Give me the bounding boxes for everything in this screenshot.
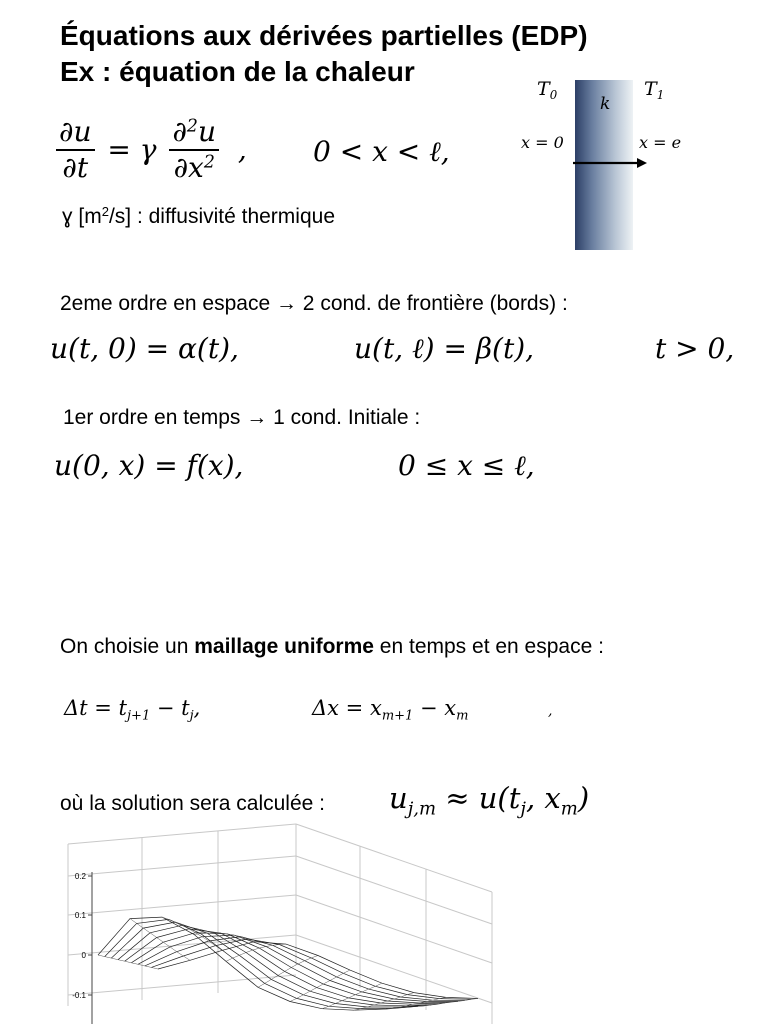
x-axis-arrow: [573, 157, 653, 169]
initial-condition-text: 1er ordre en temps → 1 cond. Initiale :: [63, 406, 421, 429]
surface-profile-line: [145, 937, 465, 1001]
dx2-denominator: $\partial x^2$: [173, 151, 215, 184]
equals-gamma: = γ: [107, 133, 157, 166]
du-numerator: ∂u: [56, 118, 95, 151]
solution-text: où la solution sera calculée :: [60, 792, 325, 815]
initial-eq: u(0, x) = f(x),: [54, 449, 244, 482]
boundary-eq-right: u(t, ℓ) = β(t),: [354, 332, 535, 365]
d2u-numerator: ∂$^2$u: [169, 118, 219, 151]
space-step-eq: $\Delta x = x_{m+1} - x_m$: [312, 696, 469, 724]
z-tick-label: 0: [81, 951, 86, 960]
boundary-conditions-text: 2eme ordre en espace → 2 cond. de frontière (bords) :: [60, 292, 568, 315]
heat-eq-comma: ,: [237, 133, 247, 166]
plot-frame: [68, 824, 492, 1024]
surface-plot: [30, 810, 505, 1024]
time-step-eq: $\Delta t = t_{j+1} - t_j$,: [64, 696, 201, 724]
conductivity-k: k: [600, 94, 611, 114]
surface-mesh: [98, 917, 478, 1010]
mesh-bold-term: maillage uniforme: [194, 635, 374, 658]
initial-domain: 0 ≤ x ≤ ℓ,: [398, 449, 535, 482]
z-tick-label: 0.1: [74, 911, 86, 920]
temperature-t0: $T_0$: [537, 78, 558, 103]
heat-equation: [52, 115, 247, 184]
position-x0: x = 0: [521, 133, 564, 152]
dt-denominator: ∂t: [62, 151, 89, 184]
slide-title-line2: Ex : équation de la chaleur: [60, 56, 415, 87]
diffusivity-unit: $[m^2/s]$ : diffusivité thermique: [78, 203, 336, 228]
diffusivity-label: [62, 203, 336, 228]
z-tick-label: -0.1: [72, 991, 86, 1000]
z-axis: [88, 872, 92, 1024]
temperature-t1: $T_1$: [644, 78, 665, 103]
spatial-domain: 0 < x < ℓ,: [313, 135, 450, 168]
z-tick-label: 0.2: [74, 872, 86, 881]
slide-title-line1: Équations aux dérivées partielles (EDP): [60, 20, 588, 51]
d2u-dx2-fraction: [169, 115, 219, 184]
position-xe: x = e: [639, 133, 682, 152]
surface-profile-line: [131, 933, 451, 1003]
du-dt-fraction: [56, 115, 95, 184]
discrete-solution-eq: $u_{j,m} \approx u(t_j$, $x_m$): [389, 781, 590, 820]
surface-profile-line: [158, 942, 478, 999]
boundary-eq-left: u(t, 0) = α(t),: [50, 332, 239, 365]
surface-time-line: [98, 955, 158, 969]
mesh-trailing-comma: ,: [548, 703, 553, 719]
surface-profile-line: [118, 925, 438, 1006]
gamma-symbol: ɣ: [62, 205, 73, 228]
mesh-text: On choisie un maillage uniforme en temps et en espace :: [60, 635, 604, 658]
surface-profile-line: [98, 917, 418, 1010]
surface-time-line: [258, 956, 318, 988]
boundary-time-domain: t > 0,: [655, 332, 735, 365]
